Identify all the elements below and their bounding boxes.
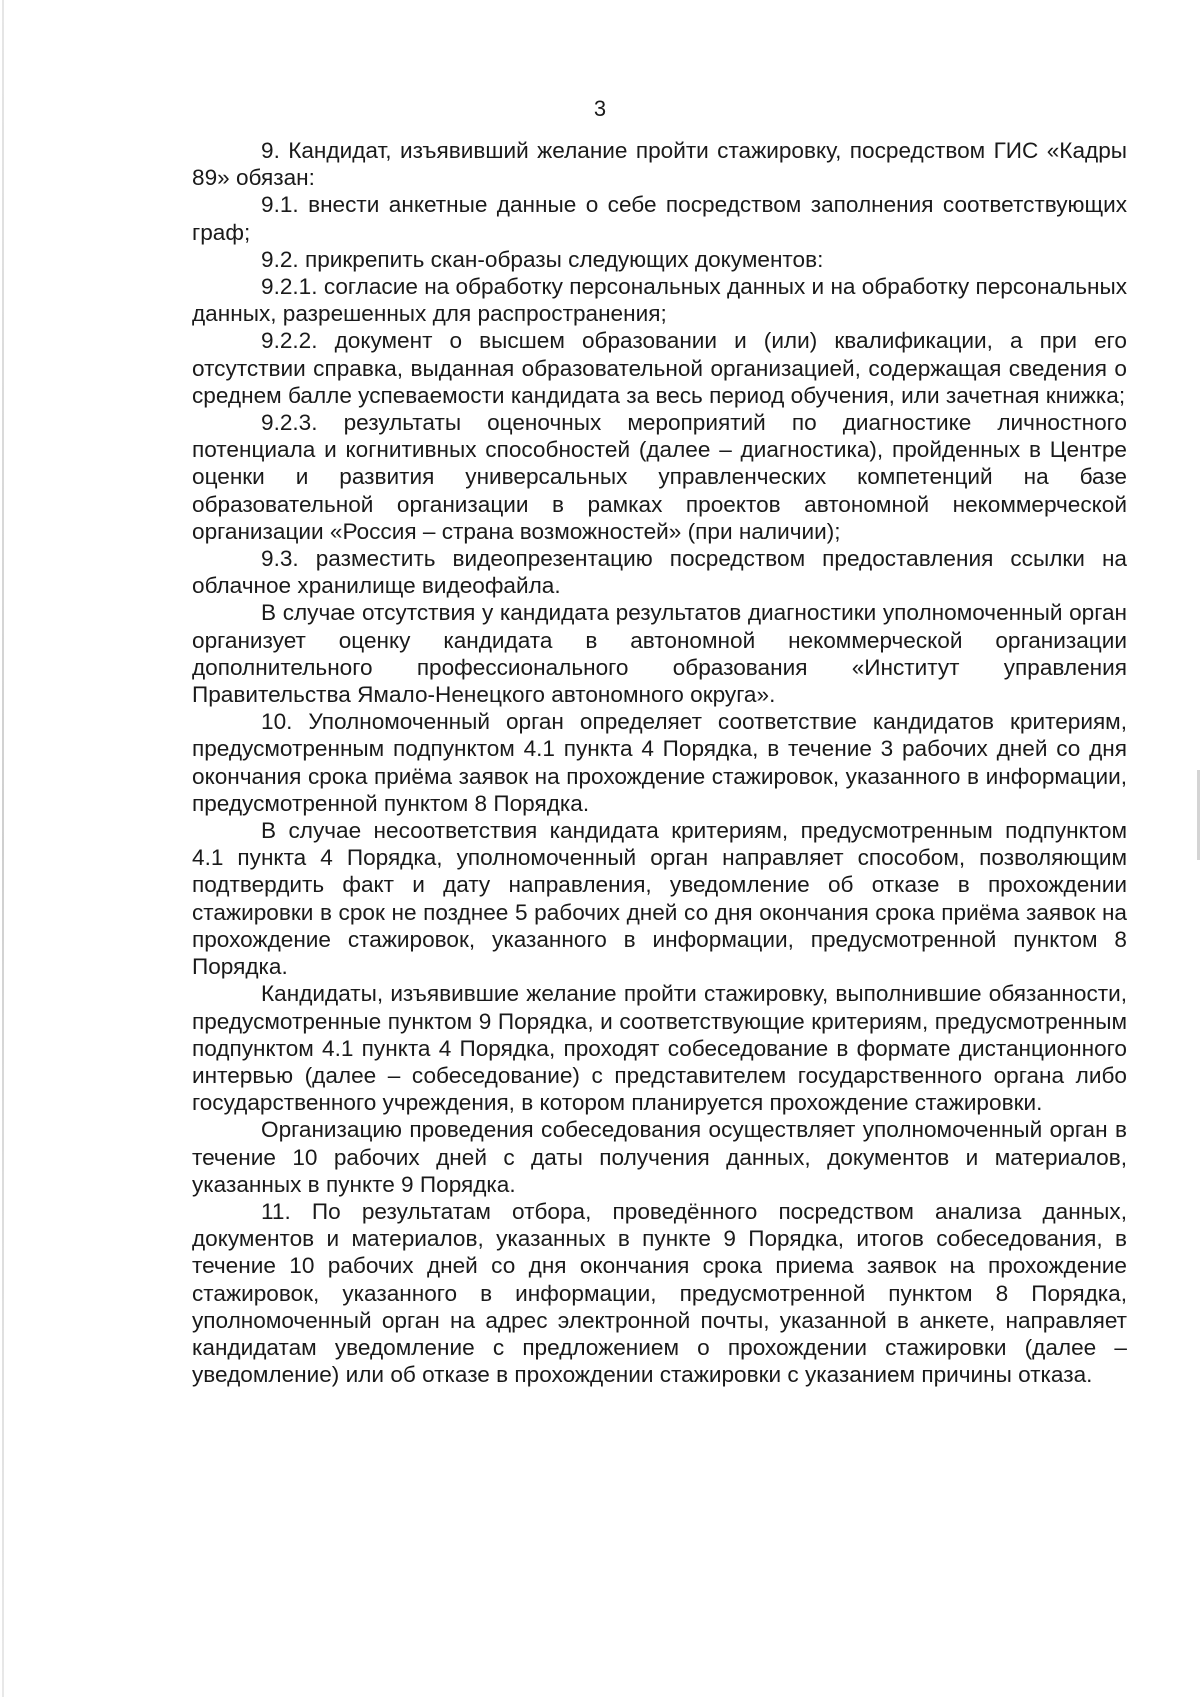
paragraph-9-2-2: 9.2.2. документ о высшем образовании и (или) квалификации, а при его отсутствии справка, выданная образовательной организацией, содержащая сведения о среднем балле успеваемости кандидата за весь период обучения, или зачетная книжка; <box>192 328 1127 408</box>
scan-edge-left <box>2 0 4 1697</box>
paragraph-10-mismatch: В случае несоответствия кандидата критериям, предусмотренным подпунктом 4.1 пункта 4 Порядка, уполномоченный орган направляет способом, позволяющим подтвердить факт и дату направления, уведомление об отказе в прохождении стажировки в срок не позднее 5 рабочих дней со дня окончания срока приёма заявок на прохождение стажировок, указанного в информации, предусмотренной пунктом 8 Порядка. <box>192 818 1127 980</box>
paragraph-10: 10. Уполномоченный орган определяет соответствие кандидатов критериям, предусмотренным подпунктом 4.1 пункта 4 Порядка, в течение 3 рабочих дней со дня окончания срока приёма заявок на прохождение стажировок, указанного в информации, предусмотренной пунктом 8 Порядка. <box>192 709 1127 816</box>
paragraph-9-2: 9.2. прикрепить скан-образы следующих документов: <box>261 246 824 272</box>
paragraph-diagnostics-absence: В случае отсутствия у кандидата результатов диагностики уполномоченный орган организует оценку кандидата в автономной некоммерческой организации дополнительного профессионального образования «Институт управления Правительства Ямало-Ненецкого автономного округа». <box>192 600 1127 708</box>
page-number: 3 <box>593 96 607 121</box>
document-body <box>192 137 1127 1388</box>
paragraph-10-interview: Кандидаты, изъявившие желание пройти стажировку, выполнившие обязанности, предусмотренные пунктом 9 Порядка, и соответствующие критериям, предусмотренным подпунктом 4.1 пункта 4 Порядка, проходят собеседование в формате дистанционного интервью (далее – собеседование) с представителем государственного органа либо государственного учреждения, в котором планируется прохождение стажировки. <box>192 981 1127 1116</box>
paragraph-9-3: 9.3. разместить видеопрезентацию посредством предоставления ссылки на облачное хранилище видеофайла. <box>192 546 1127 599</box>
paragraph-9-1: 9.1. внести анкетные данные о себе посредством заполнения соответствующих граф; <box>192 192 1127 245</box>
paragraph-9-2-1: 9.2.1. согласие на обработку персональных данных и на обработку персональных данных, разрешенных для распространения; <box>192 274 1127 327</box>
paragraph-10-organization: Организацию проведения собеседования осуществляет уполномоченный орган в течение 10 рабочих дней с даты получения данных, документов и материалов, указанных в пункте 9 Порядка. <box>192 1117 1127 1197</box>
paragraph-11: 11. По результатам отбора, проведённого посредством анализа данных, документов и материалов, указанных в пункте 9 Порядка, итогов собеседования, в течение 10 рабочих дней со дня окончания срока приема заявок на прохождение стажировок, указанного в информации, предусмотренной пунктом 8 Порядка, уполномоченный орган на адрес электронной почты, указанной в анкете, направляет кандидатам уведомление с предложением о прохождении стажировки (далее – уведомление) или об отказе в прохождении стажировки с указанием причины отказа. <box>192 1198 1127 1388</box>
paragraph-9: 9. Кандидат, изъявивший желание пройти стажировку, посредством ГИС «Кадры 89» обязан: <box>192 138 1127 191</box>
paragraph-9-2-3: 9.2.3. результаты оценочных мероприятий по диагностике личностного потенциала и когнитивных способностей (далее – диагностика), пройденных в Центре оценки и развития универсальных управленческих компетенций на базе образовательной организации в рамках проектов автономной некоммерческой организации «Россия – страна возможностей» (при наличии); <box>192 410 1127 544</box>
